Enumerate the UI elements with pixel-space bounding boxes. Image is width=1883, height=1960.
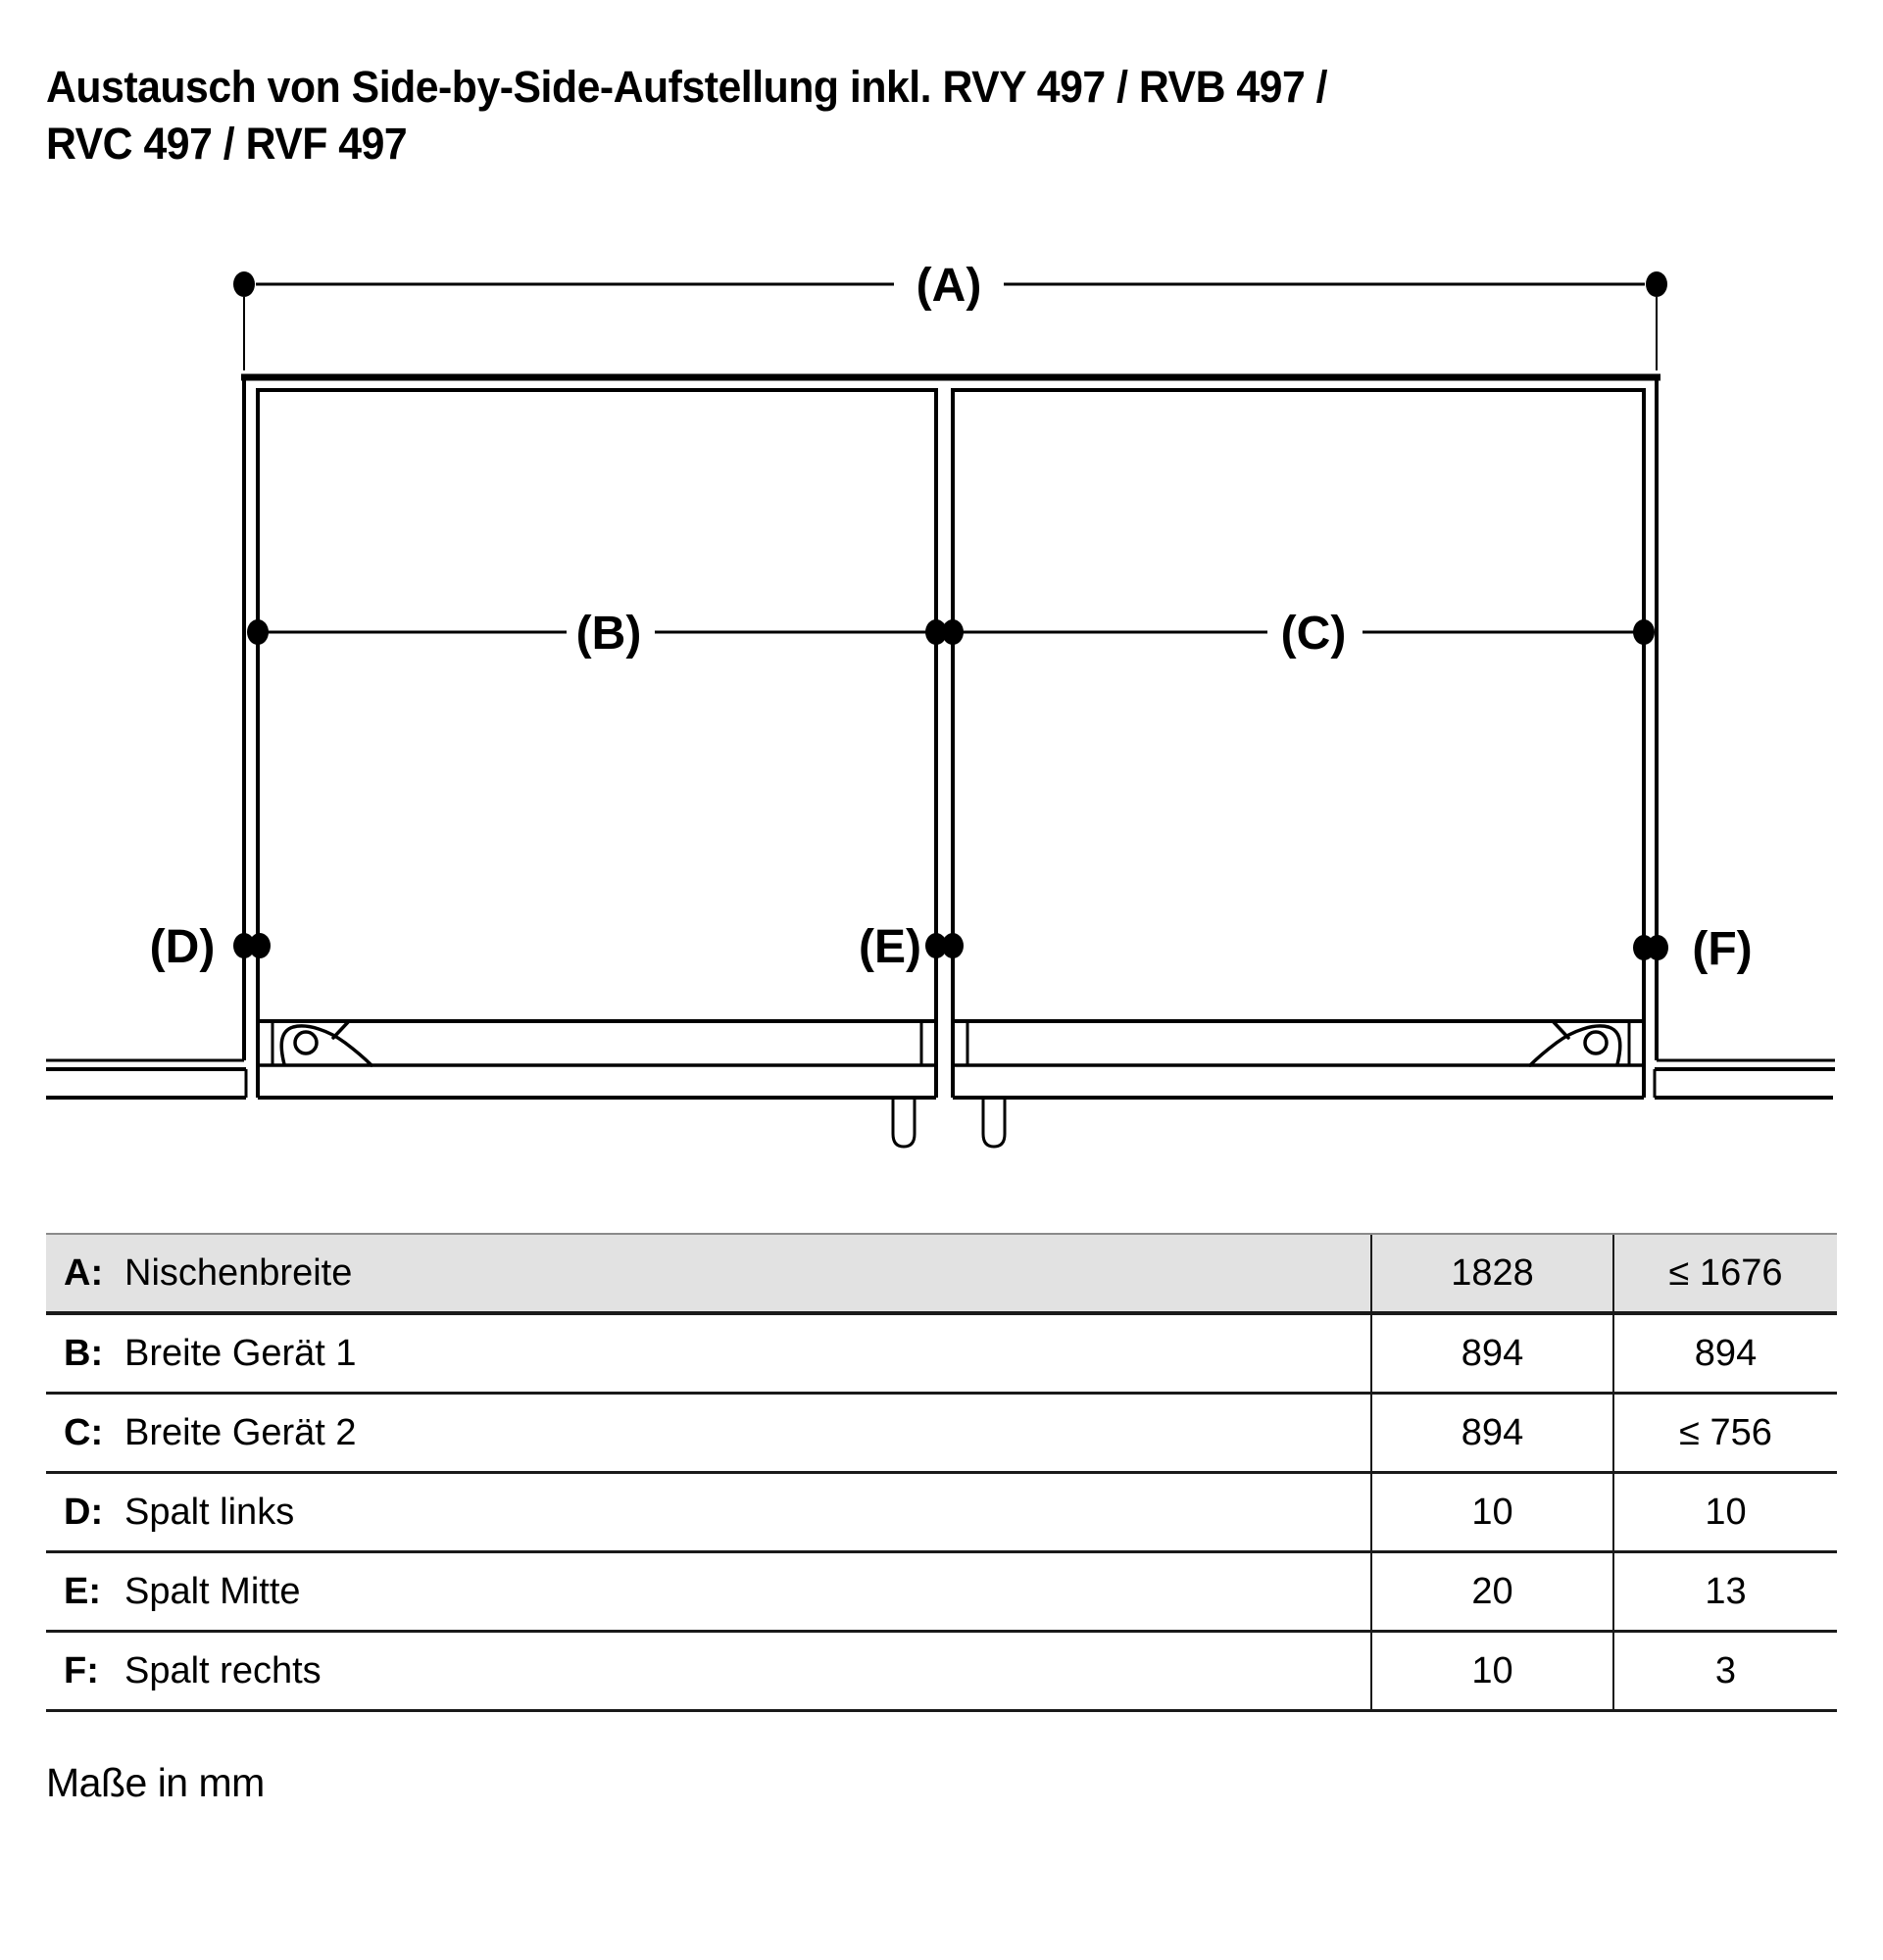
roller-2-wheel	[1585, 1032, 1607, 1054]
row-value-alternative: 10	[1612, 1474, 1837, 1550]
gap-e-dot-right	[942, 933, 964, 958]
row-value-standard: 894	[1370, 1315, 1612, 1392]
roller-1-wheel	[295, 1032, 317, 1054]
row-label-cell	[46, 1553, 1370, 1630]
row-label: Nischenbreite	[124, 1252, 353, 1294]
dimension-c	[925, 608, 1655, 660]
row-label: Breite Gerät 2	[124, 1412, 357, 1453]
row-label-cell	[46, 1235, 1370, 1311]
gap-marker-f	[1633, 923, 1753, 975]
dimension-label-b: (B)	[575, 608, 642, 660]
row-value-alternative: ≤ 756	[1612, 1395, 1837, 1471]
floor-right	[1655, 1060, 1835, 1098]
table-row-c	[46, 1395, 1837, 1474]
dimension-label-a: (A)	[916, 260, 982, 312]
dimension-label-f: (F)	[1692, 923, 1753, 975]
row-value-standard: 10	[1370, 1633, 1612, 1709]
table-row-d	[46, 1474, 1837, 1553]
row-label-cell	[46, 1474, 1370, 1550]
table-row-a	[46, 1235, 1837, 1315]
appliance-1-box	[258, 390, 936, 1021]
roller-1-tick	[333, 1022, 348, 1038]
gap-d-dot-appliance	[249, 933, 271, 958]
dimension-b	[247, 608, 934, 660]
row-label-cell	[46, 1395, 1370, 1471]
table-row-e	[46, 1553, 1837, 1633]
appliance-2-foot	[983, 1098, 1005, 1147]
row-value-standard: 10	[1370, 1474, 1612, 1550]
row-key: A:	[64, 1252, 104, 1294]
appliance-1	[258, 390, 936, 1147]
row-label: Breite Gerät 1	[124, 1333, 357, 1374]
appliance-2-box	[953, 390, 1644, 1021]
row-label-cell	[46, 1315, 1370, 1392]
dim-c-dot-mid-right	[942, 619, 964, 645]
dim-c-dot-right	[1633, 619, 1655, 645]
row-label-cell	[46, 1633, 1370, 1709]
row-key: B:	[64, 1333, 104, 1374]
table-row-f	[46, 1633, 1837, 1712]
dim-a-dot-left	[233, 271, 255, 297]
gap-marker-d	[150, 921, 271, 973]
row-value-alternative: ≤ 1676	[1612, 1235, 1837, 1311]
dimension-a	[233, 260, 1667, 370]
row-label: Spalt rechts	[124, 1650, 322, 1691]
dimension-label-e: (E)	[859, 921, 921, 973]
dimension-label-d: (D)	[149, 921, 216, 973]
units-note: Maße in mm	[46, 1760, 265, 1805]
row-value-standard: 1828	[1370, 1235, 1612, 1311]
measurement-table	[46, 1233, 1837, 1712]
row-label: Spalt links	[124, 1492, 295, 1533]
row-value-alternative: 894	[1612, 1315, 1837, 1392]
page-title-line-1: Austausch von Side-by-Side-Aufstellung inkl. RVY 497 / RVB 497 /	[46, 62, 1328, 112]
gap-f-dot-wall	[1647, 935, 1668, 960]
roller-2-tick	[1554, 1022, 1568, 1038]
row-key: F:	[64, 1650, 99, 1691]
dim-b-dot-left	[247, 619, 269, 645]
page-title-line-2: RVC 497 / RVF 497	[46, 119, 408, 169]
appliance-1-roller	[281, 1022, 372, 1065]
floor-left	[46, 1060, 246, 1098]
appliance-1-foot	[893, 1098, 915, 1147]
row-value-standard: 20	[1370, 1553, 1612, 1630]
row-key: E:	[64, 1571, 101, 1612]
row-value-alternative: 3	[1612, 1633, 1837, 1709]
row-label: Spalt Mitte	[124, 1571, 301, 1612]
gap-marker-e	[859, 921, 964, 973]
appliance-2-roller	[1530, 1022, 1620, 1065]
appliance-2	[953, 390, 1644, 1147]
row-value-standard: 894	[1370, 1395, 1612, 1471]
table-row-b	[46, 1315, 1837, 1395]
row-key: D:	[64, 1492, 104, 1533]
row-key: C:	[64, 1412, 104, 1453]
dim-a-dot-right	[1646, 271, 1667, 297]
dimension-label-c: (C)	[1280, 608, 1347, 660]
row-value-alternative: 13	[1612, 1553, 1837, 1630]
